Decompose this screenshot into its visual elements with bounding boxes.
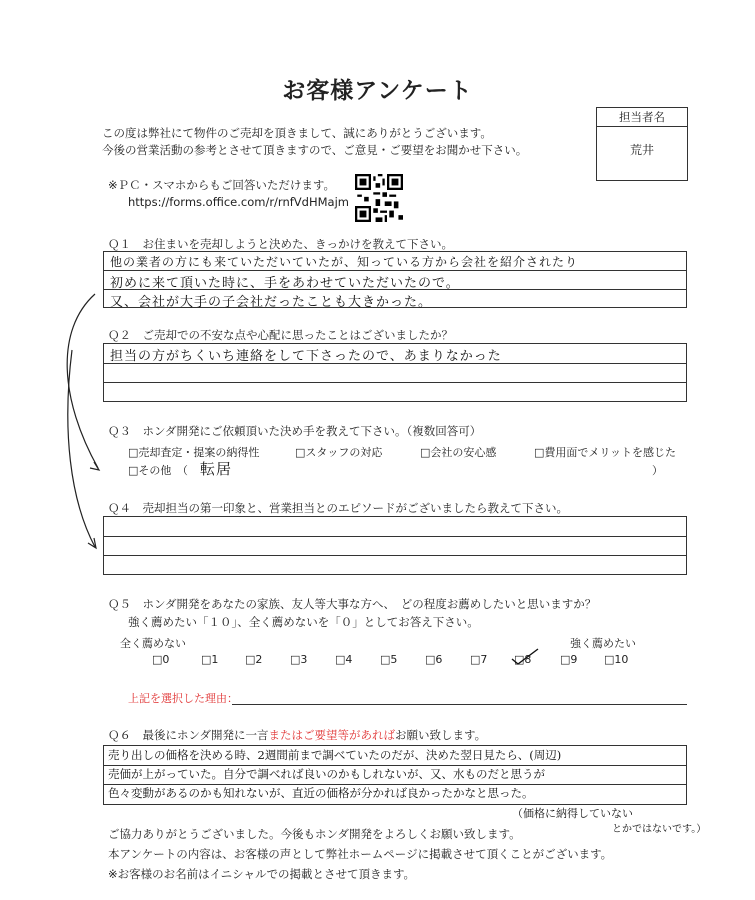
q3-option-cost[interactable]: □費用面でメリットを感じた — [534, 446, 676, 459]
q3-option-proposal[interactable]: □売却査定・提案の納得性 — [128, 446, 260, 459]
q5-reason-line[interactable] — [232, 704, 687, 705]
intro-line-2: 今後の営業活動の参考とさせて頂きますので、ご意見・ご要望をお聞かせ下さい。 — [102, 143, 528, 157]
footer-line-3: ※お客様のお名前はイニシャルでの掲載とさせて頂きます。 — [108, 867, 416, 881]
q5-scale-option-6[interactable]: □6 — [425, 653, 443, 666]
q5-scale-option-5[interactable]: □5 — [380, 653, 398, 666]
q6-label-b: またはご要望等があれば — [268, 728, 396, 742]
qr-code-icon — [355, 174, 403, 222]
q6-note-2: とかではないです。） — [612, 824, 707, 835]
q6-label-c: お願い致します。 — [395, 728, 487, 742]
q5-low-label: 全く薦めない — [120, 637, 186, 650]
q1-answer-box[interactable] — [103, 251, 687, 308]
q5-high-label: 強く薦めたい — [570, 637, 636, 650]
q1-answer-line-2: 初めに来て頂いた時に、手をあわせていただいたので。 — [110, 276, 460, 291]
q5-scale-option-4[interactable]: □4 — [335, 653, 353, 666]
staff-box — [596, 107, 688, 181]
q4-answer-box[interactable] — [103, 516, 687, 575]
q5-scale-option-7[interactable]: □7 — [470, 653, 488, 666]
q1-answer-line-1: 他の業者の方にも来ていただいていたが、知っている方から会社を紹介されたり — [110, 255, 579, 269]
q5-sub: 強く薦めたい「１０」、全く薦めないを「０」としてお答え下さい。 — [128, 615, 479, 629]
q5-scale-option-1[interactable]: □1 — [201, 653, 219, 666]
q3-other-answer: 転居 — [200, 460, 233, 478]
q5-scale-option-0[interactable]: □0 — [152, 653, 170, 666]
intro-line-1: この度は弊社にて物件のご売却を頂きまして、誠にありがとうございます。 — [102, 126, 492, 140]
q2-answer-line-1: 担当の方がちくいち連絡をして下さったので、あまりなかった — [110, 349, 502, 364]
q5-scale-option-2[interactable]: □2 — [245, 653, 263, 666]
q3-option-staff[interactable]: □スタッフの対応 — [295, 446, 383, 459]
q5-scale-option-8[interactable]: □8 — [514, 653, 532, 666]
q4-label: Ｑ４ 売却担当の第一印象と、営業担当とのエピソードがございましたら教えて下さい。 — [108, 501, 568, 515]
q6-answer-line-1: 売り出しの価格を決める時、2週間前まで調べていたのだが、決めた翌日見たら、(周辺) — [108, 748, 562, 762]
handwritten-arrow-icon — [50, 290, 120, 560]
q2-answer-box[interactable] — [103, 343, 687, 402]
page-title: お客様アンケート — [282, 78, 473, 104]
q1-answer-line-3: 又、会社が大手の子会社だったことも大きかった。 — [110, 295, 433, 310]
q6-label-a: Ｑ６ 最後にホンダ開発に一言 — [108, 728, 269, 742]
staff-name: 荒井 — [629, 143, 654, 157]
q3-other-close: ） — [652, 464, 663, 477]
q3-option-other[interactable]: □その他 （ — [128, 464, 188, 477]
q6-answer-box[interactable] — [103, 745, 687, 805]
q5-selected-check-icon — [510, 647, 540, 667]
q1-label: Ｑ１ お住まいを売却しようと決めた、きっかけを教えて下さい。 — [108, 237, 453, 251]
q5-scale-option-9[interactable]: □9 — [560, 653, 578, 666]
q5-label: Ｑ５ ホンダ開発をあなたの家族、友人等大事な方へ、 どの程度お薦めしたいと思いますか？ — [108, 597, 597, 611]
q6-note-1: （価格に納得していない — [512, 807, 633, 820]
q6-answer-line-2: 売価が上がっていた。自分で調べれば良いのかもしれないが、又、水ものだと思うが — [108, 767, 545, 781]
q3-label: Ｑ３ ホンダ開発にご依頼頂いた決め手を教えて下さい。（複数回答可） — [108, 424, 482, 438]
q6-answer-line-3: 色々変動があるのかも知れないが、直近の価格が分かれば良かったかなと思った。 — [108, 786, 534, 800]
footer-line-1: ご協力ありがとうございました。今後もホンダ開発をよろしくお願い致します。 — [108, 827, 521, 841]
staff-header: 担当者名 — [597, 108, 687, 127]
pc-note: ※ＰＣ・スマホからもご回答いただけます。 — [108, 178, 335, 192]
q5-scale-option-10[interactable]: □10 — [604, 653, 629, 666]
q6-label — [108, 727, 486, 743]
q2-label: Ｑ２ ご売却での不安な点や心配に思ったことはございましたか？ — [108, 328, 453, 342]
q3-option-company[interactable]: □会社の安心感 — [420, 446, 497, 459]
survey-url[interactable]: https://forms.office.com/r/rnfVdHMajm — [128, 195, 349, 209]
q5-scale-option-3[interactable]: □3 — [290, 653, 308, 666]
q5-reason-label: 上記を選択した理由： — [128, 692, 238, 705]
footer-line-2: 本アンケートの内容は、お客様の声として弊社ホームページに掲載させて頂くことがございます。 — [108, 847, 613, 861]
